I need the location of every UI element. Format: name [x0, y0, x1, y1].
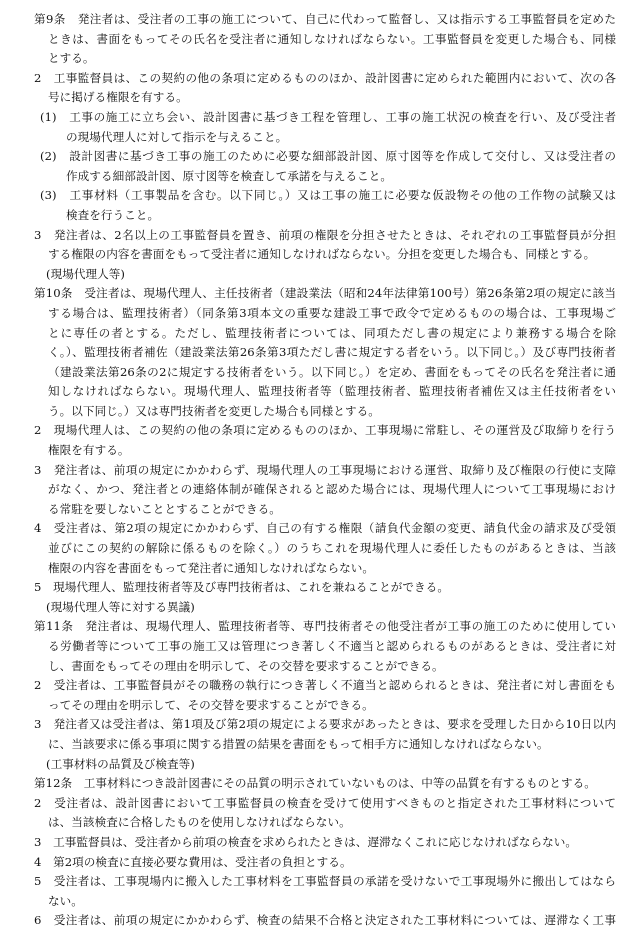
article-10-line: 3 発注者は、前項の規定にかかわらず、現場代理人の工事現場における運営、取締り及び権限の行使に支障 [34, 462, 616, 477]
article-9-line: ときは、書面をもってその氏名を受注者に通知しなければならない。工事監督員を変更した場合も、同様 [48, 31, 616, 46]
article-11-line: 2 受注者は、工事監督員がその職務の執行につき著しく不適当と認められるときは、発注者に対し書面をも [34, 678, 616, 693]
article-9-line: 第9条 発注者は、受注者の工事の施工について、自己に代わって監督し、又は指示する工事監督員を定めた [34, 12, 616, 26]
article-11-line: ってその理由を明示して、その交替を要求することができる。 [48, 697, 374, 712]
article-9-item-line: (2) 設計図書に基づき工事の施工のために必要な細部設計図、原寸図等を作成して交付し、又は受注者の [40, 149, 616, 164]
article-10-line: 4 受注者は、第2項の規定にかかわらず、自己の有する権限（請負代金額の変更、請負代金の請求及び受領 [34, 521, 616, 536]
article-12-line: は、当該検査に合格したものを使用しなければならない。 [48, 815, 351, 830]
article-9-line: 2 工事監督員は、この契約の他の条項に定めるもののほか、設計図書に定められた範囲内において、次の各 [34, 70, 616, 85]
article-9-line: 3 発注者は、2名以上の工事監督員を置き、前項の権限を分担させたときは、それぞれの工事監督員が分担 [34, 227, 616, 242]
article-10-line: 権限を有する。 [48, 443, 130, 458]
article-10-line: 並びにこの契約の解除に係るものを除く。）のうちこれを現場代理人に委任したものがあるときは、当該 [48, 541, 616, 556]
article-11-line: に、当該要求に係る事項に関する措置の結果を書面をもって相手方に通知しなければならない。 [48, 736, 549, 751]
article-12-line: 第12条 工事材料につき設計図書にその品質の明示されていないものは、中等の品質を有するものとする。 [34, 776, 596, 791]
article-9-line: する権限の内容を書面をもって受注者に通知しなければならない。分担を変更した場合も、同様とする。 [48, 247, 596, 262]
article-10-line: がなく、かつ、発注者との連絡体制が確保されると認めた場合には、現場代理人について工事現場におけ [48, 482, 616, 497]
article-12-line: ない。 [48, 893, 83, 908]
article-9-item-line: 検査を行うこと。 [66, 207, 160, 222]
article-12-line: 3 工事監督員は、受注者から前項の検査を求められたときは、遅滞なくこれに応じなければならない。 [34, 834, 578, 849]
article-9-item-line: (1) 工事の施工に立ち会い、設計図書に基づき工程を管理し、工事の施工状況の検査を行い、及び受注者 [40, 109, 616, 124]
article-9-item-line: 作成する細部設計図、原寸図等を検査して承諾を与えること。 [66, 168, 393, 183]
article-9-line: とする。 [48, 51, 95, 66]
article-10-line: 第10条 受注者は、現場代理人、主任技術者（建設業法（昭和24年法律第100号）第26条第2項の規定に該当 [34, 286, 616, 301]
article-9-line: 号に掲げる権限を有する。 [48, 90, 188, 105]
article-9-item-line: (3) 工事材料（工事製品を含む。以下同じ。）又は工事の施工に必要な仮設物その他の工作物の試験又は [40, 188, 616, 203]
article-10-heading: (現場代理人等) [46, 266, 126, 281]
article-11-line: し、書面をもってその理由を明示して、その交替を要求することができる。 [48, 658, 444, 673]
article-12-line: 4 第2項の検査に直接必要な費用は、受注者の負担とする。 [34, 854, 352, 869]
article-10-line: 5 現場代理人、監理技術者等及び専門技術者は、これを兼ねることができる。 [34, 580, 449, 595]
article-10-line: う。以下同じ。）又は専門技術者を変更した場合も同様とする。 [48, 403, 380, 418]
article-12-line: 5 受注者は、工事現場内に搬入した工事材料を工事監督員の承諾を受けないで工事現場外に搬出してはなら [34, 874, 616, 889]
article-12-line: 2 受注者は、設計図書において工事監督員の検査を受けて使用すべきものと指定された工事材料について [34, 795, 616, 810]
article-10-line: 2 現場代理人は、この契約の他の条項に定めるもののほか、工事現場に常駐し、その運営及び取締りを行う [34, 423, 616, 438]
article-12-line: 6 受注者は、前項の規定にかかわらず、検査の結果不合格と決定された工事材料については、遅滞なく工事 [34, 913, 616, 928]
article-10-line: 知しなければならない。現場代理人、監理技術者等（監理技術者、監理技術者補佐又は主任技術者をい [48, 384, 616, 399]
article-10-line: く。）、監理技術者補佐（建設業法第26条第3項ただし書に規定する者をいう。以下同じ。）及び専門技術者 [48, 345, 616, 360]
article-11-line: 3 発注者又は受注者は、第1項及び第2項の規定による要求があったときは、要求を受理した日から10日以内 [34, 717, 616, 732]
article-12-heading: (工事材料の品質及び検査等) [46, 756, 195, 771]
article-10-line: する場合は、監理技術者）（同条第3項本文の重要な建設工事で政令で定めるものの場合は、工事現場ご [48, 305, 616, 320]
article-11-line: る労働者等について工事の施工又は管理につき著しく不適当と認められるものがあるときは、受注者に対 [48, 639, 616, 653]
article-9-item-line: の現場代理人に対して指示を与えること。 [66, 129, 288, 144]
article-10-line: 権限の内容を書面をもって発注者に通知しなければならない。 [48, 560, 375, 575]
article-10-line: る常駐を要しないこととすることができる。 [48, 501, 281, 516]
article-11-heading: (現場代理人等に対する異議) [46, 599, 195, 614]
article-11-line: 第11条 発注者は、現場代理人、監理技術者等、専門技術者その他受注者が工事の施工のために使用してい [34, 619, 616, 634]
article-10-line: とに専任の者とする。ただし、監理技術者については、同項ただし書の規定により兼務する場合を除 [48, 325, 616, 340]
article-10-line: （建設業法第26条の2に規定する技術者をいう。以下同じ。）を定め、書面をもってその氏名を発注者に通 [48, 364, 616, 379]
